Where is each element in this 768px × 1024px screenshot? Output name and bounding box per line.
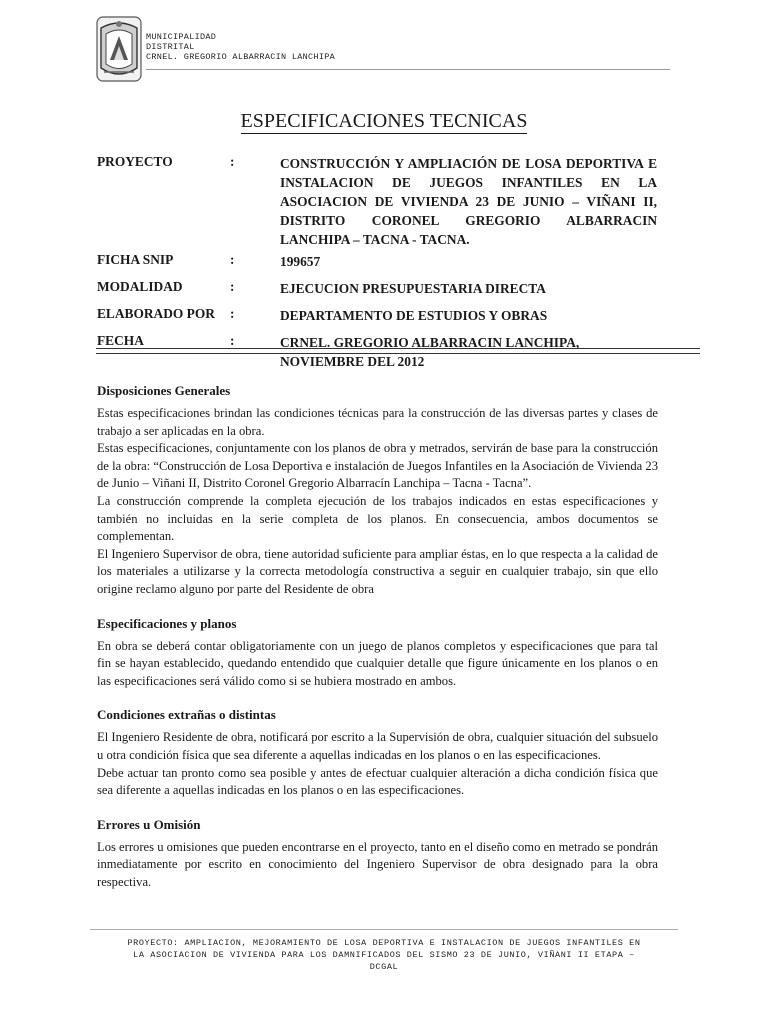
header-line: DISTRITAL [146,42,195,52]
header-line: MUNICIPALIDAD [146,32,217,42]
info-colon: : [230,333,235,348]
page-header [96,16,670,86]
info-label: FECHA [97,333,144,348]
section-condiciones-extranas [97,706,658,799]
project-info-table [97,154,657,371]
info-label: PROYECTO [97,154,173,169]
section-especificaciones-y-planos [97,615,658,691]
info-row-proyecto [97,154,657,249]
info-row-ficha-snip [97,252,657,271]
paragraph: El Ingeniero Supervisor de obra, tiene autoridad suficiente para ampliar éstas, en lo que respecta a la calidad de los materiales a utilizarse y la correcta metodología constructiva a seguir en cualquier trabajo, sin que ello origine reclamo alguno por parte del Residente de obra [97,546,658,596]
footer-line: LA ASOCIACION DE VIVIENDA PARA LOS DAMNIFICADOS DEL SISMO 23 DE JUNIO, VIÑANI II ETAPA – [133,950,635,960]
section-heading: Especificaciones y planos [97,615,237,631]
footer-divider [90,929,678,930]
paragraph: Los errores u omisiones que pueden encontrarse en el proyecto, tanto en el diseño como en metrado se pondrán inmediatamente por escrito en conocimiento del Ingeniero Supervisor de obra designado para la obra respectiva. [97,839,658,889]
info-value: DEPARTAMENTO DE ESTUDIOS Y OBRAS [280,308,548,323]
document-body [97,382,658,907]
info-colon: : [230,306,235,321]
footer-line: DCGAL [369,962,399,972]
info-colon: : [230,279,235,294]
info-colon: : [230,154,235,169]
info-colon: : [230,252,235,267]
section-divider [96,353,700,354]
section-divider [96,348,700,349]
info-row-modalidad [97,279,657,298]
info-label: ELABORADO POR [97,306,215,321]
header-line: CRNEL. GREGORIO ALBARRACIN LANCHIPA [146,52,336,62]
municipality-name [146,32,335,62]
info-value: EJECUCION PRESUPUESTARIA DIRECTA [280,281,546,296]
info-value: CONSTRUCCIÓN Y AMPLIACIÓN DE LOSA DEPORTIVA E INSTALACION DE JUEGOS INFANTILES EN LA ASOCIACION DE VIVIENDA 23 DE JUNIO – VIÑANI II, DISTRITO CORONEL GREGORIO ALBARRACIN LANCHIPA – TACNA - TACNA. [280,156,657,247]
paragraph: La construcción comprende la completa ejecución de los trabajos indicados en estas especificaciones y también no incluidas en la serie completa de los planos. En consecuencia, ambos documentos se complementan. [97,493,658,544]
document-title: ESPECIFICACIONES TECNICAS [240,110,528,132]
header-divider [146,69,670,70]
page-footer [90,937,678,973]
info-label: FICHA SNIP [97,252,174,267]
info-value: CRNEL. GREGORIO ALBARRACIN LANCHIPA, NOVIEMBRE DEL 2012 [280,335,580,369]
paragraph: Estas especificaciones brindan las condiciones técnicas para la construcción de las diversas partes y clases de trabajo a ser aplicadas en la obra. [97,406,658,438]
paragraph: El Ingeniero Residente de obra, notificará por escrito a la Supervisión de obra, cualquier situación del subsuelo u otra condición física que sea diferente a aquellas indicadas en los planos o en las especificaciones. [97,730,658,762]
section-heading: Disposiciones Generales [97,383,231,398]
info-label: MODALIDAD [97,279,183,294]
paragraph: Estas especificaciones, conjuntamente con los planos de obra y metrados, servirán de base para la construcción de la obra: “Construcción de Losa Deportiva e instalación de Juegos Infantiles en la Asociación de Vivienda 23 de Junio – Viñani II, Distrito Coronel Gregorio Albarracín Lanchipa – Tacna - Tacna”. [97,441,658,491]
paragraph: En obra se deberá contar obligatoriamente con un juego de planos completos y especificaciones que para tal fin se hayan establecido, quedando entendido que cualquier detalle que figure únicamente en los planos o en las especificaciones será válido como si se hubiera mostrado en ambos. [97,638,658,688]
municipality-logo [96,16,142,82]
section-heading: Condiciones extrañas o distintas [97,707,276,723]
section-heading: Errores u Omisión [97,816,201,832]
info-row-fecha [97,333,657,371]
section-errores-u-omision [97,816,658,892]
footer-line: PROYECTO: AMPLIACION, MEJORAMIENTO DE LOSA DEPORTIVA E INSTALACION DE JUEGOS INFANTILES EN [127,938,641,948]
section-disposiciones-generales [97,382,658,599]
info-row-elaborado-por [97,306,657,325]
info-value: 199657 [280,254,321,269]
paragraph: Debe actuar tan pronto como sea posible y antes de efectuar cualquier alteración a dicha condición física que sea diferente a aquellas indicadas en los planos o en las especificaciones. [97,765,658,798]
